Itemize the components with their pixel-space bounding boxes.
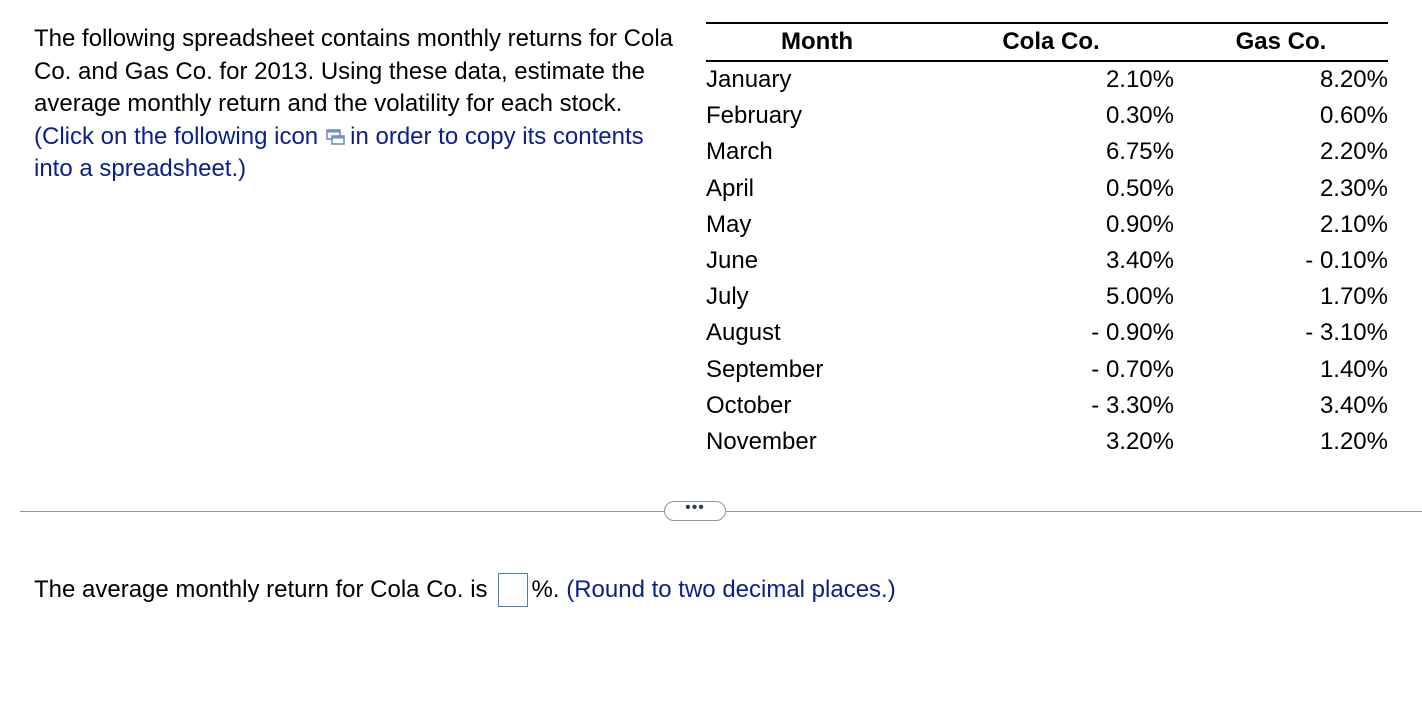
month-cell: May: [706, 210, 752, 238]
table-row: [706, 315, 1388, 351]
cola-return-cell: 3.40%: [1105, 247, 1174, 275]
header-month: Month: [781, 28, 853, 55]
cola-return-cell: 6.75%: [1105, 138, 1174, 166]
gas-return-cell: 1.70%: [1319, 283, 1388, 311]
month-cell: January: [706, 66, 792, 94]
copy-to-spreadsheet-icon[interactable]: [326, 128, 346, 146]
gas-return-cell: 0.60%: [1319, 102, 1388, 130]
header-cola: Cola Co.: [1002, 28, 1100, 55]
table-row: [706, 388, 1388, 424]
table-row: [706, 98, 1388, 134]
table-row: [706, 171, 1388, 207]
table-row: [706, 279, 1388, 315]
gas-return-cell: 1.40%: [1319, 355, 1388, 383]
question-suffix: %.: [531, 576, 560, 603]
gas-return-cell: 2.30%: [1319, 174, 1388, 202]
question-prefix: The average monthly return for Cola Co. is: [34, 576, 488, 603]
gas-return-cell: 2.20%: [1319, 138, 1388, 166]
cola-return-cell: 0.50%: [1105, 174, 1174, 202]
table-row: [706, 243, 1388, 279]
gas-return-cell: 3.40%: [1319, 391, 1388, 419]
month-cell: August: [706, 319, 781, 347]
question-line: [34, 571, 896, 609]
copy-instruction-part2[interactable]: in order to copy its contents into a spreadsheet.): [34, 122, 644, 182]
cola-return-cell: 0.30%: [1105, 102, 1174, 130]
table-row: [706, 352, 1388, 388]
cola-return-cell: 3.20%: [1105, 427, 1174, 455]
month-cell: February: [706, 102, 803, 130]
table-row: [706, 424, 1388, 460]
header-gas: Gas Co.: [1235, 28, 1327, 55]
table-row: [706, 61, 1388, 98]
problem-statement: [34, 23, 674, 186]
cola-return-cell: 5.00%: [1105, 283, 1174, 311]
month-cell: June: [706, 247, 759, 275]
gas-return-cell: - 0.10%: [1305, 247, 1388, 275]
cola-return-cell: 2.10%: [1105, 66, 1174, 94]
cola-return-cell: - 0.90%: [1091, 319, 1174, 347]
table-header-row: [706, 23, 1388, 61]
problem-text: The following spreadsheet contains monthly returns for Cola Co. and Gas Co. for 2013. Using these data, estimate the average monthly return and the volatility for each stock.: [34, 25, 673, 117]
month-cell: March: [706, 138, 773, 166]
gas-return-cell: - 3.10%: [1305, 319, 1388, 347]
monthly-returns-table: [706, 22, 1388, 460]
table-row: [706, 207, 1388, 243]
answer-input[interactable]: [498, 573, 528, 607]
expand-content-button[interactable]: •••: [664, 501, 726, 521]
cola-return-cell: - 0.70%: [1091, 355, 1174, 383]
gas-return-cell: 1.20%: [1319, 427, 1388, 455]
rounding-note: (Round to two decimal places.): [566, 576, 896, 603]
month-cell: July: [706, 283, 749, 311]
gas-return-cell: 2.10%: [1319, 210, 1388, 238]
cola-return-cell: - 3.30%: [1091, 391, 1174, 419]
month-cell: September: [706, 355, 824, 383]
month-cell: April: [706, 174, 755, 202]
copy-instruction-part1[interactable]: (Click on the following icon: [34, 122, 319, 150]
cola-return-cell: 0.90%: [1105, 210, 1174, 238]
table-row: [706, 134, 1388, 170]
month-cell: November: [706, 427, 817, 455]
gas-return-cell: 8.20%: [1319, 66, 1388, 94]
month-cell: October: [706, 391, 792, 419]
